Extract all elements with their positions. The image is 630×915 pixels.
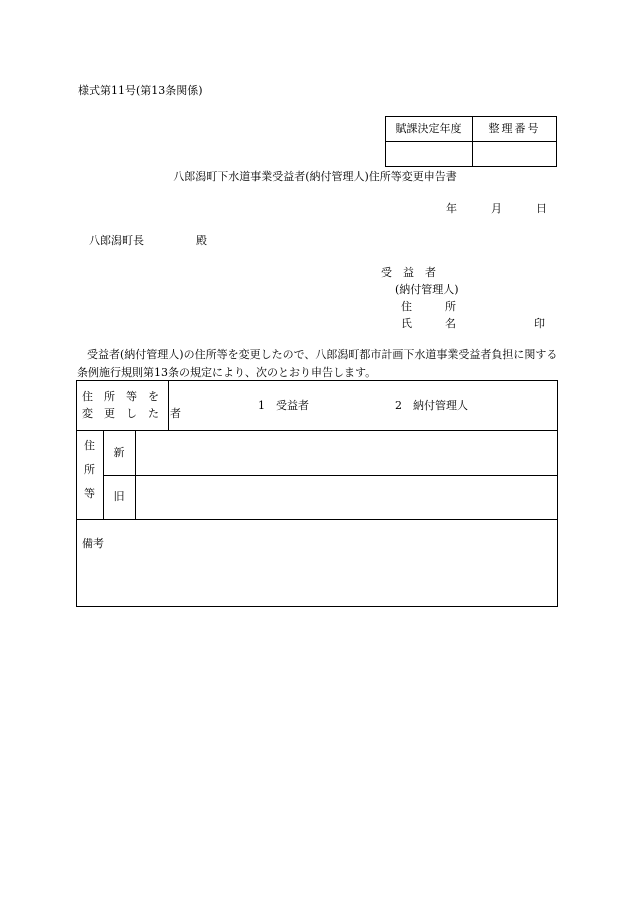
seal-mark: 印 xyxy=(534,317,545,330)
changer-label-line2: 変 更 し た 者 xyxy=(82,407,181,420)
address-char-1: 住 xyxy=(84,439,95,452)
option-payment-manager[interactable]: 2 納付管理人 xyxy=(395,399,468,412)
applicant-role-alt: (納付管理人) xyxy=(395,283,459,296)
date-year-label: 年 xyxy=(446,202,457,215)
remarks-label: 備考 xyxy=(82,537,104,550)
col-divider-address xyxy=(103,430,104,519)
fiscal-year-header: 賦課決定年度 xyxy=(395,122,462,135)
new-address-field[interactable] xyxy=(140,436,552,470)
changer-label-line1: 住 所 等 を xyxy=(82,390,159,403)
address-char-2: 所 xyxy=(84,463,95,476)
applicant-name-label: 氏 名 xyxy=(401,317,456,330)
body-text-line1: 受益者(納付管理人)の住所等を変更したので、八郎潟町都市計画下水道事業受益者負担に関する xyxy=(87,348,558,361)
row-divider-2 xyxy=(76,519,558,520)
option-beneficiary[interactable]: 1 受益者 xyxy=(258,399,309,412)
form-number: 様式第11号(第13条関係) xyxy=(78,84,203,97)
old-address-field[interactable] xyxy=(140,480,552,514)
fiscal-year-field[interactable] xyxy=(387,147,470,165)
remarks-field[interactable] xyxy=(110,530,552,600)
applicant-address-label: 住 所 xyxy=(401,300,456,313)
address-char-3: 等 xyxy=(84,487,95,500)
applicant-role: 受 益 者 xyxy=(381,266,436,279)
reference-number-field[interactable] xyxy=(474,147,555,165)
row-divider-1 xyxy=(76,430,558,431)
col-divider-new-old xyxy=(135,430,136,519)
col-divider-changer xyxy=(168,380,169,430)
body-text-line2: 条例施行規則第13条の規定により、次のとおり申告します。 xyxy=(77,366,377,379)
date-month-label: 月 xyxy=(491,202,502,215)
addressee-honorific: 殿 xyxy=(196,234,207,247)
new-address-label: 新 xyxy=(113,446,125,459)
form-title: 八郎潟町下水道事業受益者(納付管理人)住所等変更申告書 xyxy=(173,170,457,183)
old-address-label: 旧 xyxy=(113,490,125,503)
admin-box-divider xyxy=(385,141,557,142)
row-divider-new-old xyxy=(103,475,558,476)
addressee-name: 八郎潟町長 xyxy=(89,234,144,247)
reference-number-header: 整理番号 xyxy=(488,122,541,135)
address-vertical-label xyxy=(76,440,103,499)
date-day-label: 日 xyxy=(536,202,547,215)
